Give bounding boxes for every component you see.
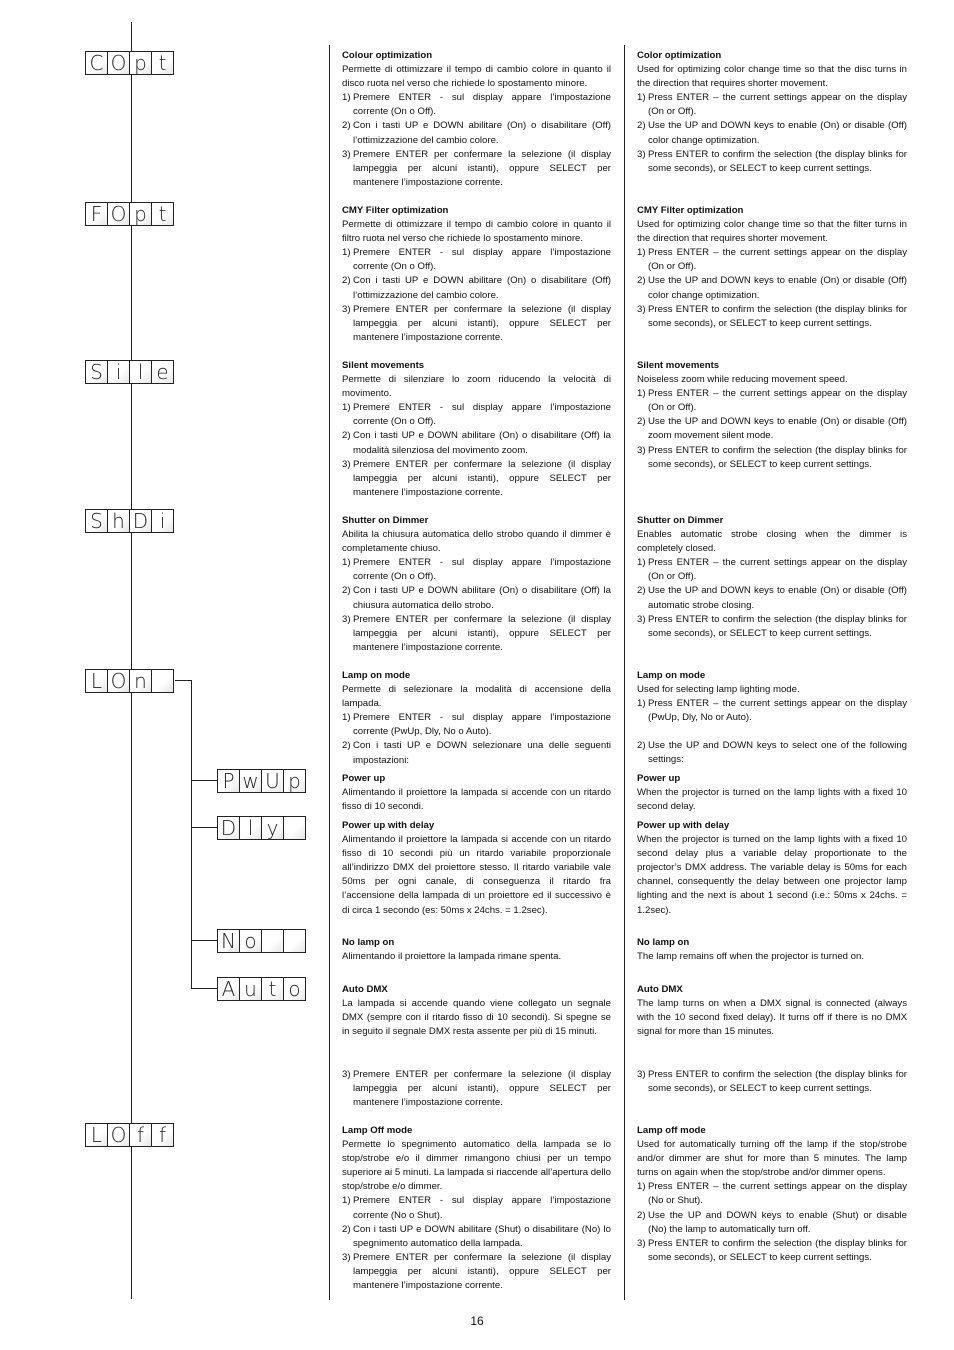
step-number: 1) [342,402,351,414]
en-fopt-section [637,204,907,331]
display-char: O [108,670,130,692]
step-number: 2) [637,275,646,287]
en-sile-intro: Noiseless zoom while reducing movement speed. [637,374,848,386]
display-char: C [86,52,108,74]
step-number: 2) [342,585,351,597]
step-number: 2) [637,585,646,597]
en-sile-step [637,415,907,443]
step-number: 1) [342,557,351,569]
en-loff-step [637,1237,907,1265]
en-no-section [637,936,907,964]
display-char: D [218,817,240,839]
display-auto [217,977,306,1001]
en-lon-step [637,697,907,725]
en-pwup-section [637,772,907,814]
it-no-title: No lamp on [342,937,395,948]
step-number: 1) [342,1195,351,1207]
en-copt-step [637,148,907,176]
en-sile-section [637,359,907,472]
en-lon-section [637,669,907,768]
it-copt-step [342,91,611,119]
step-number: 3) [342,303,351,315]
step-number: 2) [637,740,646,752]
step-number: 2) [342,120,351,132]
it-loff-title: Lamp Off mode [342,1125,413,1136]
it-loff-section [342,1124,611,1293]
it-confirm-section [342,1068,611,1110]
display-char: o [284,978,305,1000]
display-sile [85,360,174,384]
display-char: h [108,510,130,532]
it-confirm-step [342,1068,611,1110]
en-sile-step [637,444,907,472]
step-text: Con i tasti UP e DOWN abilitare (On) o disabilitare (Off) l’ottimizzazione del cambio colore. [353,275,611,301]
display-char: O [108,1124,130,1146]
display-char: y [262,817,284,839]
display-char: N [218,930,240,952]
en-loff-title: Lamp off mode [637,1125,706,1136]
display-copt [85,51,174,75]
display-char: P [218,770,240,792]
display-char: p [284,770,305,792]
step-text: Press ENTER – the current settings appear on the display (On or Off). [648,388,907,414]
menu-tree-connector-pwup [191,780,217,781]
it-shdi-step [342,584,611,612]
it-lon-step [342,711,611,739]
step-number: 1) [637,1181,646,1193]
display-char [284,817,305,839]
step-number: 1) [637,92,646,104]
step-text: Press ENTER – the current settings appear on the display (On or Off). [648,247,907,273]
step-number: 2) [342,275,351,287]
step-text: Use the UP and DOWN keys to enable (On) or disable (Off) color change optimization. [648,120,907,146]
it-shdi-intro: Abilita la chiusura automatica dello strobo quando il dimmer è completamente chiuso. [342,529,611,555]
step-number: 2) [342,430,351,442]
menu-tree-connector-dly [191,827,217,828]
step-text: Premere ENTER - sul display appare l’impostazione corrente (On o Off). [353,557,611,583]
column-divider-left [329,45,330,1300]
it-pwup-title: Power up [342,773,386,784]
display-char: e [152,361,173,383]
it-loff-step [342,1251,611,1293]
display-char: A [218,978,240,1000]
en-shdi-step [637,556,907,584]
display-char: p [130,52,152,74]
step-text: Press ENTER – the current settings appear on the display (No or Shut). [648,1181,907,1207]
step-text: Con i tasti UP e DOWN selezionare una delle seguenti impostazioni: [353,740,611,766]
display-char: O [108,52,130,74]
display-char: F [86,203,108,225]
en-dly-section [637,819,907,918]
display-fopt [85,202,174,226]
en-copt-intro: Used for optimizing color change time so that the disc turns in the direction that requires shorter movement. [637,64,907,90]
en-auto-text: The lamp turns on when a DMX signal is connected (always with the 10 second fixed delay). It turns off if there is no DMX signal for more than 15 minutes. [637,998,907,1038]
display-char: p [130,203,152,225]
step-number: 2) [637,120,646,132]
step-number: 1) [342,92,351,104]
en-loff-step [637,1209,907,1237]
step-text: Use the UP and DOWN keys to enable (On) or disable (Off) automatic strobe closing. [648,585,907,611]
step-number: 3) [637,1069,646,1080]
it-lon-intro: Permette di selezionare la modalità di accensione della lampada. [342,684,611,710]
it-lon-title: Lamp on mode [342,670,411,681]
en-sile-title: Silent movements [637,360,720,371]
display-char: l [240,817,262,839]
it-copt-section [342,49,611,190]
en-pwup-title: Power up [637,773,681,784]
step-text: Premere ENTER per confermare la selezione (il display lampeggia per alcuni istanti), oppure SELECT per mantenere l’impostazione corrente. [353,613,611,653]
step-text: Premere ENTER - sul display appare l’impostazione corrente (No o Shut). [353,1195,611,1221]
en-fopt-title: CMY Filter optimization [637,205,744,216]
step-text: Premere ENTER per confermare la selezione (il display lampeggia per alcuni istanti), oppure SELECT per mantenere l’impostazione corrente. [353,1069,611,1109]
it-sile-step [342,401,611,429]
en-fopt-step [637,303,907,331]
en-pwup-text: When the projector is turned on the lamp lights with a fixed 10 second delay. [637,787,907,813]
step-number: 3) [342,148,351,160]
en-sile-step [637,387,907,415]
step-text: Premere ENTER - sul display appare l’impostazione corrente (On o Off). [353,92,611,118]
it-fopt-step [342,303,611,345]
menu-tree-lamp-on-line [191,680,192,988]
it-fopt-step [342,274,611,302]
step-number: 1) [342,712,351,724]
step-text: Use the UP and DOWN keys to enable (Shut) or disable (No) the lamp to automatically turn off. [648,1209,907,1235]
it-loff-step [342,1194,611,1222]
en-no-text: The lamp remains off when the projector is turned on. [637,951,864,963]
en-copt-step [637,91,907,119]
en-dly-text: When the projector is turned on the lamp lights with a fixed 10 second delay plus a variable delay proportionate to the projector’s DMX address. The variable delay is 50ms for each channel, consequently the delay between one projector lamp lighting and the next is about 1 second (i.e.: 50ms x 24chs. = 1.2sec). [637,834,907,916]
en-shdi-title: Shutter on Dimmer [637,515,724,526]
it-sile-title: Silent movements [342,360,425,371]
it-copt-title: Colour optimization [342,50,433,61]
en-lon-title: Lamp on mode [637,670,706,681]
en-shdi-section [637,514,907,641]
step-number: 1) [637,557,646,569]
it-sile-intro: Permette di silenziare lo zoom riducendo la velocità di movimento. [342,374,611,400]
it-dly-title: Power up with delay [342,820,435,831]
step-text: Press ENTER to confirm the selection (the display blinks for some seconds), or SELECT to keep current settings. [648,1237,907,1263]
display-char: L [86,670,108,692]
step-text: Premere ENTER per confermare la selezione (il display lampeggia per alcuni istanti), oppure SELECT per mantenere l’impostazione corrente. [353,1251,611,1292]
it-auto-title: Auto DMX [342,984,388,995]
it-shdi-section [342,514,611,655]
en-auto-section [637,983,907,1039]
it-auto-section [342,983,611,1039]
step-number: 3) [637,444,646,456]
display-char: n [130,670,152,692]
it-sile-step [342,429,611,457]
it-sile-step [342,458,611,500]
display-char: S [86,510,108,532]
step-number: 1) [342,247,351,259]
step-text: Con i tasti UP e DOWN abilitare (Shut) o disabilitare (No) lo spegnimento automatico della lampada. [353,1223,611,1249]
en-lon-step [637,739,907,767]
display-loff [85,1123,174,1147]
display-char: w [240,770,262,792]
en-lon-intro: Used for selecting lamp lighting mode. [637,684,800,696]
step-number: 1) [637,388,646,400]
display-char: t [152,203,173,225]
display-char [152,670,173,692]
step-number: 1) [637,247,646,259]
it-pwup-section [342,772,611,814]
en-shdi-step [637,584,907,612]
step-text: Premere ENTER - sul display appare l’impostazione corrente (On o Off). [353,402,611,428]
display-char: i [152,510,173,532]
step-text: Press ENTER to confirm the selection (the display blinks for some seconds), or SELECT to keep current settings. [648,444,907,470]
display-pwup [217,769,306,793]
step-number: 3) [342,1069,351,1080]
it-lon-section [342,669,611,768]
display-char: U [262,770,284,792]
menu-tree-connector-lon [175,680,192,681]
step-text: Press ENTER – the current settings appear on the display (On or Off). [648,92,907,118]
it-fopt-intro: Permette di ottimizzare il tempo di cambio colore in quanto il filtro ruota nel verso che richiede lo spostamento minore. [342,219,611,245]
display-char [262,930,284,952]
it-copt-step [342,148,611,190]
display-char [284,930,305,952]
step-number: 3) [637,1237,646,1249]
step-text: Press ENTER – the current settings appear on the display (PwUp, Dly, No or Auto). [648,698,907,724]
display-char: i [108,361,130,383]
step-number: 3) [637,303,646,315]
step-text: Press ENTER to confirm the selection (the display blinks for some seconds), or SELECT to keep current settings. [648,148,907,174]
step-number: 3) [637,148,646,160]
it-no-section [342,936,611,964]
display-no [217,929,306,953]
page-number: 16 [470,1314,484,1328]
it-pwup-text: Alimentando il proiettore la lampada si accende con un ritardo fisso di 10 secondi. [342,787,611,813]
en-fopt-intro: Used for optimizing color change time so that the filter turns in the direction that requires shorter movement. [637,219,907,245]
display-char: t [262,978,284,1000]
it-dly-text: Alimentando il proiettore la lampada si accende con un ritardo fisso di 10 secondi più un ritardo variabile proporzionale all’indirizzo DMX del proiettore stesso. Il ritardo variabile vale 50ms per ogni canale, di conseguenza il ritardo fra l’accensione della lampada di un proiettore ed il successivo è di circa 1 secondo (es: 50ms x 24chs. = 1.2sec). [342,834,611,916]
step-text: Con i tasti UP e DOWN abilitare (On) o disabilitare (Off) la modalità silenziosa del movimento zoom. [353,430,611,456]
en-copt-step [637,119,907,147]
step-number: 2) [342,1223,351,1235]
it-sile-section [342,359,611,500]
display-char: t [152,52,173,74]
step-number: 3) [342,613,351,625]
en-confirm-section [637,1068,907,1096]
step-text: Premere ENTER per confermare la selezione (il display lampeggia per alcuni istanti), oppure SELECT per mantenere l’impostazione corrente. [353,148,611,188]
en-loff-step [637,1180,907,1208]
menu-tree-connector-no [191,940,217,941]
en-copt-section [637,49,907,176]
display-char: S [86,361,108,383]
step-text: Press ENTER to confirm the selection (the display blinks for some seconds), or SELECT to keep current settings. [648,613,907,639]
en-loff-intro: Used for automatically turning off the lamp if the stop/strobe and/or dimmer are shut for more than 5 minutes. The lamp turns on again when the stop/strobe and/or dimmer opens. [637,1139,907,1179]
display-char: u [240,978,262,1000]
it-fopt-section [342,204,611,345]
step-number: 3) [637,613,646,625]
display-shdi [85,509,174,533]
en-dly-title: Power up with delay [637,820,730,831]
en-no-title: No lamp on [637,937,690,948]
display-char: l [130,361,152,383]
it-shdi-step [342,556,611,584]
step-text: Press ENTER to confirm the selection (the display blinks for some seconds), or SELECT to keep current settings. [648,303,907,329]
en-shdi-step [637,613,907,641]
en-copt-title: Color optimization [637,50,722,61]
display-char: f [130,1124,152,1146]
it-lon-step [342,739,611,767]
step-number: 1) [637,698,646,710]
step-text: Premere ENTER per confermare la selezione (il display lampeggia per alcuni istanti), oppure SELECT per mantenere l’impostazione corrente. [353,303,611,343]
it-shdi-step [342,613,611,655]
it-copt-intro: Permette di ottimizzare il tempo di cambio colore in quanto il disco ruota nel verso che richiede lo spostamento minore. [342,64,611,90]
it-copt-step [342,119,611,147]
it-no-text: Alimentando il proiettore la lampada rimane spenta. [342,951,562,963]
menu-tree-connector-auto [191,988,217,989]
step-text: Use the UP and DOWN keys to enable (On) or disable (Off) color change optimization. [648,275,907,301]
en-fopt-step [637,246,907,274]
step-number: 2) [637,416,646,428]
it-fopt-step [342,246,611,274]
display-char: f [152,1124,173,1146]
display-dly [217,816,306,840]
en-loff-section [637,1124,907,1265]
step-text: Con i tasti UP e DOWN abilitare (On) o disabilitare (Off) la chiusura automatica dello strobo. [353,585,611,611]
en-auto-title: Auto DMX [637,984,683,995]
display-char: o [240,930,262,952]
display-char: O [108,203,130,225]
it-fopt-title: CMY Filter optimization [342,205,449,216]
step-number: 3) [342,1251,351,1263]
step-text: Press ENTER – the current settings appear on the display (On or Off). [648,557,907,583]
display-lon [85,669,174,693]
it-auto-text: La lampada si accende quando viene collegato un segnale DMX (sempre con il ritardo fisso di 10 secondi). Si spegne se in seguito il segnale DMX resta assente per più di 15 minuti. [342,998,611,1038]
it-loff-step [342,1223,611,1251]
en-confirm-step [637,1068,907,1096]
display-char: L [86,1124,108,1146]
step-text: Use the UP and DOWN keys to select one of the following settings: [648,740,907,766]
display-char: D [130,510,152,532]
step-text: Premere ENTER - sul display appare l’impostazione corrente (PwUp, Dly, No o Auto). [353,712,611,738]
column-divider-right [624,45,625,1300]
it-dly-section [342,819,611,918]
step-text: Premere ENTER - sul display appare l’impostazione corrente (On o Off). [353,247,611,273]
step-number: 2) [342,740,351,752]
step-text: Press ENTER to confirm the selection (the display blinks for some seconds), or SELECT to keep current settings. [648,1069,907,1095]
step-text: Use the UP and DOWN keys to enable (On) or disable (Off) zoom movement silent mode. [648,416,907,442]
step-number: 2) [637,1209,646,1221]
step-text: Con i tasti UP e DOWN abilitare (On) o disabilitare (Off) l’ottimizzazione del cambio colore. [353,120,611,146]
step-number: 3) [342,458,351,470]
it-shdi-title: Shutter on Dimmer [342,515,429,526]
en-fopt-step [637,274,907,302]
it-loff-intro: Permette lo spegnimento automatico della lampada se lo stop/strobe e/o il dimmer rimangono chiusi per un tempo superiore ai 5 minuti. La lampada si riaccende all’apertura dello stop/strobe e/o dimmer. [342,1139,611,1193]
step-text: Premere ENTER per confermare la selezione (il display lampeggia per alcuni istanti), oppure SELECT per mantenere l’impostazione corrente. [353,458,611,498]
en-shdi-intro: Enables automatic strobe closing when the dimmer is completely closed. [637,529,907,555]
